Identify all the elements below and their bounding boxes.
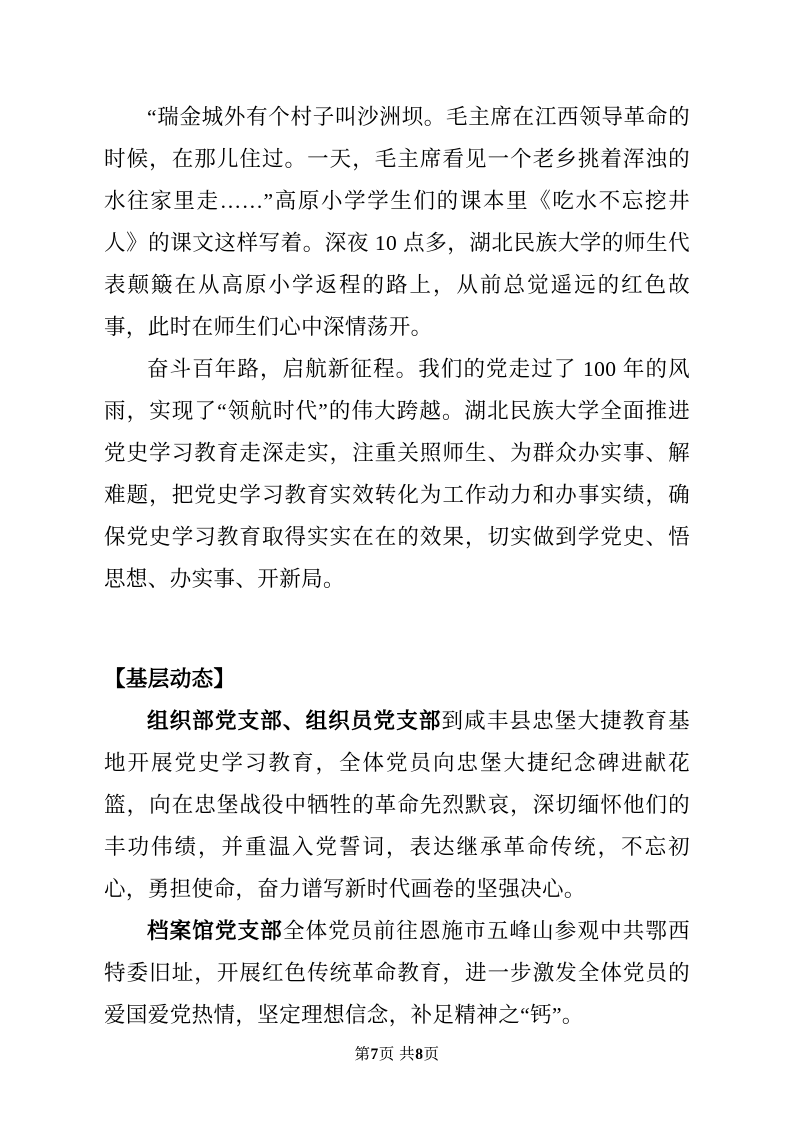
footer-middle: 页 共: [378, 1046, 416, 1063]
paragraph-ruijin: “瑞金城外有个村子叫沙洲坝。毛主席在江西领导革命的时候，在那儿住过。一天，毛主席看见一个老乡挑着浑浊的水往家里走……”高原小学学生们的课本里《吃水不忘挖井人》的课文这样写着。深夜 10 点多，湖北民族大学的师生代表颠簸在从高原小学返程的路上，从前总觉遥远的红色故事，此时在师生们心中深情荡开。: [104, 105, 690, 339]
paragraph-lead-organization: 组织部党支部、组织员党支部: [147, 709, 442, 733]
footer-total-pages: 8: [415, 1046, 424, 1063]
paragraph-text-archives: 全体党员前往恩施市五峰山参观中共鄂西特委旧址，开展红色传统革命教育，进一步激发全体党员的爱国爱党热情，坚定理想信念，补足精神之“钙”。: [104, 919, 690, 1027]
paragraph-lead-archives: 档案馆党支部: [147, 919, 283, 943]
footer-current-page: 7: [370, 1046, 379, 1063]
section-heading-grassroots: 【基层动态】: [104, 667, 236, 691]
paragraph-text-organization: 到咸丰县忠堡大捷教育基地开展党史学习教育，全体党员向忠堡大捷纪念碑进献花篮，向在忠堡战役中牺牲的革命先烈默哀，深切缅怀他们的丰功伟绩，并重温入党誓词，表达继承革命传统，不忘初心，勇担使命，奋力谱写新时代画卷的坚强决心。: [104, 709, 690, 901]
section-spacer: [104, 600, 690, 658]
footer-prefix: 第: [354, 1046, 371, 1063]
footer-suffix: 页: [423, 1046, 440, 1063]
paragraph-archives: [104, 910, 690, 1036]
paragraph-organization-department: [104, 700, 690, 910]
document-body: [104, 96, 690, 1036]
page-footer: [0, 1045, 794, 1065]
paragraph-fendou: 奋斗百年路，启航新征程。我们的党走过了 100 年的风雨，实现了“领航时代”的伟大跨越。湖北民族大学全面推进党史学习教育走深走实，注重关照师生、为群众办实事、解难题，把党史学习教育实效转化为工作动力和办事实绩，确保党史学习教育取得实实在在的效果，切实做到学党史、悟思想、办实事、开新局。: [104, 357, 690, 591]
